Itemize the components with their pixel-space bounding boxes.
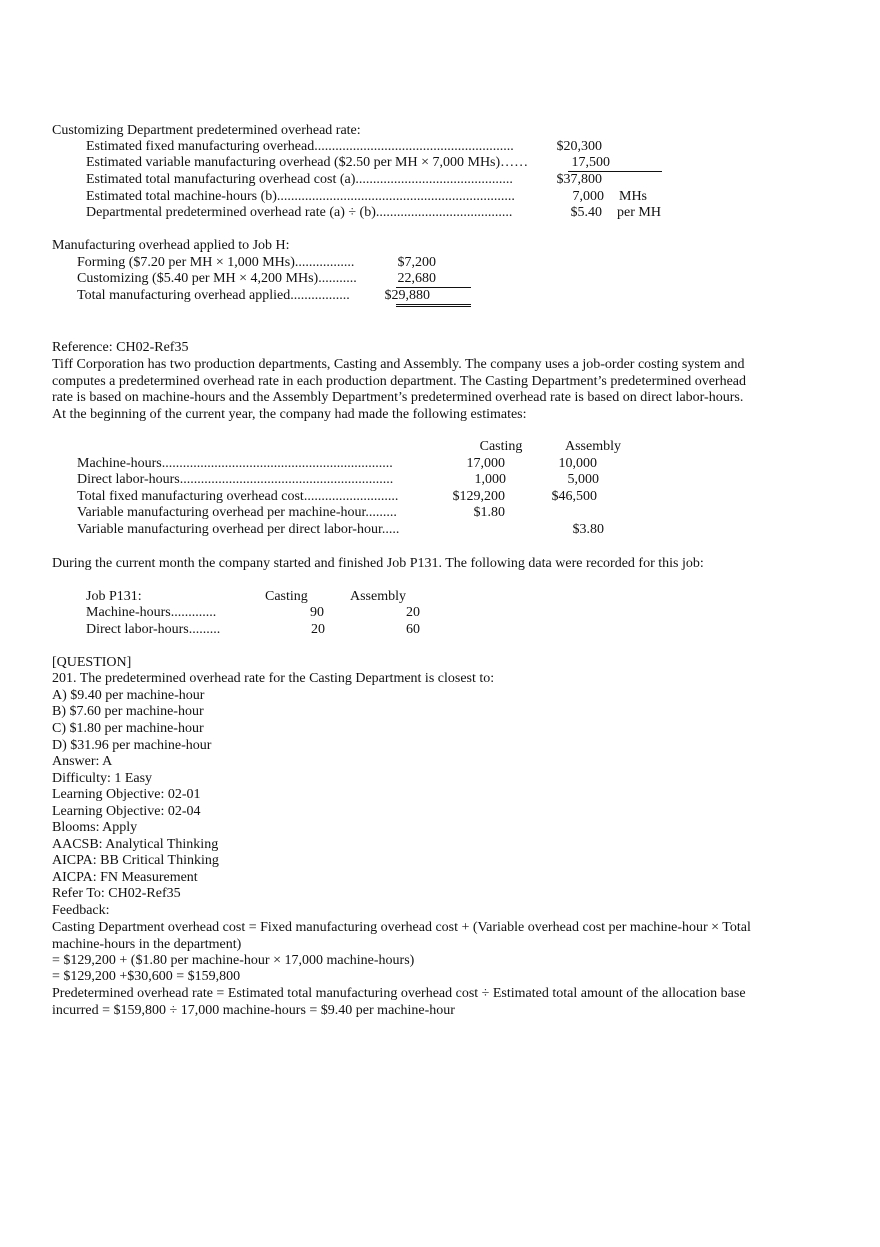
meta-line: Learning Objective: 02-04: [52, 804, 201, 819]
answer-option: B) $7.60 per machine-hour: [52, 704, 204, 719]
estimates-assembly-value: $3.80: [572, 522, 604, 537]
applied-row-value: $29,880: [384, 288, 430, 303]
meta-line: AICPA: BB Critical Thinking: [52, 853, 219, 868]
customizing-row-label: Estimated total manufacturing overhead cost (a).............................................: [86, 172, 513, 187]
estimates-casting-value: $129,200: [452, 489, 505, 504]
answer-option: C) $1.80 per machine-hour: [52, 721, 204, 736]
customizing-row-value: $20,300: [556, 139, 602, 154]
answer-option: A) $9.40 per machine-hour: [52, 688, 205, 703]
meta-line: Refer To: CH02-Ref35: [52, 886, 181, 901]
estimates-casting-value: 17,000: [466, 456, 505, 471]
subtotal-rule: [568, 155, 662, 172]
job-assembly-value: 60: [406, 622, 420, 637]
estimates-header: Casting: [479, 439, 523, 454]
job-header: Assembly: [350, 589, 406, 604]
meta-line: AACSB: Analytical Thinking: [52, 837, 219, 852]
customizing-row-unit: MHs: [619, 189, 648, 204]
question-tag: [QUESTION]: [52, 655, 132, 670]
estimates-row-label: Machine-hours..................................................................: [77, 456, 393, 471]
customizing-row-value: 17,500: [571, 155, 610, 170]
customizing-row-label: Estimated fixed manufacturing overhead.........................................................: [86, 139, 514, 154]
customizing-row-value: $5.40: [570, 205, 602, 220]
feedback-text: = $129,200 +$30,600 = $159,800: [52, 969, 241, 984]
feedback-text: Casting Department overhead cost = Fixed manufacturing overhead cost + (Variable overhead cost per machine-hour × Total machine-hours in the department): [52, 920, 751, 952]
estimates-row-label: Variable manufacturing overhead per machine-hour.........: [77, 505, 397, 520]
customizing-row-value: $37,800: [556, 172, 602, 187]
applied-row-value: $7,200: [397, 255, 436, 270]
job-casting-value: 90: [310, 605, 324, 620]
estimates-assembly-value: $46,500: [551, 489, 597, 504]
applied-row-label: Total manufacturing overhead applied.................: [77, 288, 350, 303]
job-title: Job P131:: [86, 589, 142, 604]
customizing-row-unit: per MH: [617, 205, 661, 220]
meta-line: Learning Objective: 02-01: [52, 787, 201, 802]
estimates-header: Assembly: [565, 439, 621, 454]
meta-line: Feedback:: [52, 903, 110, 918]
answer-option: D) $31.96 per machine-hour: [52, 738, 212, 753]
estimates-casting-value: 1,000: [474, 472, 506, 487]
applied-row-value: 22,680: [397, 271, 436, 286]
estimates-row-label: Direct labor-hours.............................................................: [77, 472, 394, 487]
job-intro: During the current month the company started and finished Job P131. The following data were recorded for this job:: [52, 556, 704, 571]
customizing-row-label: Estimated variable manufacturing overhead ($2.50 per MH × 7,000 MHs)……: [86, 155, 529, 170]
applied-title: Manufacturing overhead applied to Job H:: [52, 238, 290, 253]
estimates-casting-value: $1.80: [473, 505, 505, 520]
meta-line: AICPA: FN Measurement: [52, 870, 198, 885]
reference-label: Reference: CH02-Ref35: [52, 340, 189, 355]
job-header: Casting: [265, 589, 308, 604]
job-row-label: Direct labor-hours.........: [86, 622, 221, 637]
estimates-row-label: Total fixed manufacturing overhead cost...........................: [77, 489, 399, 504]
customizing-title: Customizing Department predetermined overhead rate:: [52, 123, 361, 138]
reference-text: Tiff Corporation has two production departments, Casting and Assembly. The company uses a job-order costing system and computes a predetermined overhead rate in each production department. The Casting Department’s predetermined overhead rate is based on machine-hours and the Assembly Department’s predetermined overhead rate is based on direct labor-hours. At the beginning of the current year, the company had made the following estimates:: [52, 357, 747, 422]
job-casting-value: 20: [311, 622, 325, 637]
job-row-label: Machine-hours.............: [86, 605, 217, 620]
meta-line: Blooms: Apply: [52, 820, 138, 835]
applied-row-label: Forming ($7.20 per MH × 1,000 MHs).................: [77, 255, 355, 270]
meta-line: Answer: A: [52, 754, 113, 769]
meta-line: Difficulty: 1 Easy: [52, 771, 153, 786]
customizing-row-label: Departmental predetermined overhead rate (a) ÷ (b).......................................: [86, 205, 513, 220]
customizing-row-label: Estimated total machine-hours (b)....................................................................: [86, 189, 515, 204]
feedback-text: = $129,200 + ($1.80 per machine-hour × 17,000 machine-hours): [52, 953, 415, 968]
applied-row-label: Customizing ($5.40 per MH × 4,200 MHs)...........: [77, 271, 357, 286]
job-assembly-value: 20: [406, 605, 420, 620]
total-double-rule: [396, 288, 471, 307]
customizing-row-value: 7,000: [572, 189, 604, 204]
question-prompt: 201. The predetermined overhead rate for the Casting Department is closest to:: [52, 671, 495, 686]
estimates-row-label: Variable manufacturing overhead per direct labor-hour.....: [77, 522, 400, 537]
estimates-assembly-value: 5,000: [567, 472, 599, 487]
feedback-text: Predetermined overhead rate = Estimated total manufacturing overhead cost ÷ Estimated total amount of the allocation base incurred = $159,800 ÷ 17,000 machine-hours = $9.40 per machine-hour: [52, 986, 746, 1018]
estimates-assembly-value: 10,000: [558, 456, 597, 471]
subtotal-rule: [396, 271, 471, 288]
